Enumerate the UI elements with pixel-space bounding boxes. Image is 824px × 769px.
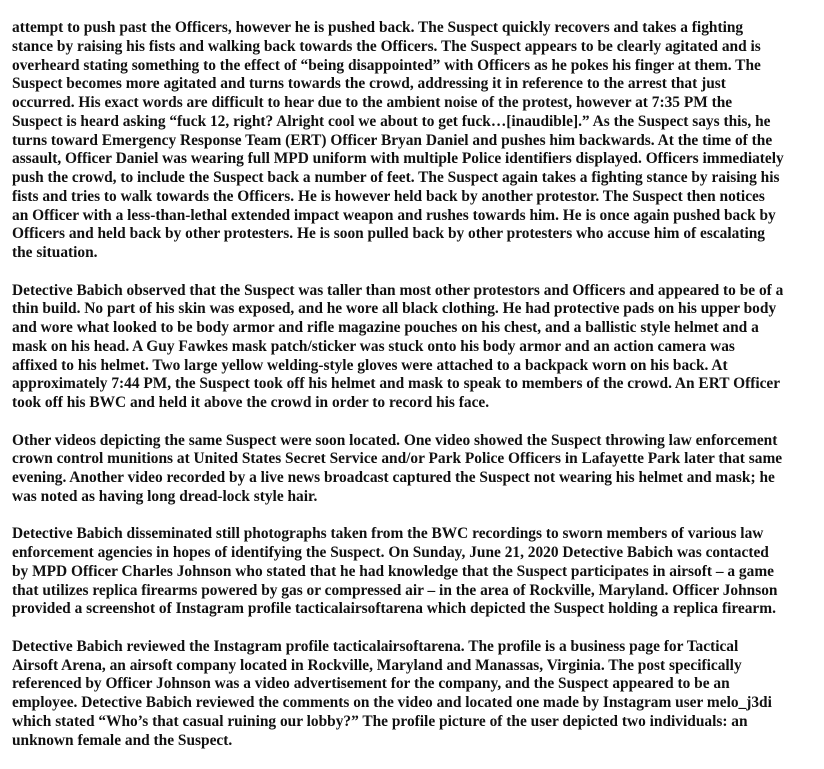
paragraph-other-videos [12,432,824,507]
text-line: stance by raising his fists and walking back towards the Officers. The Suspect appears to be clearly agitated and is [12,37,761,55]
text-line: evening. Another video recorded by a live news broadcast captured the Suspect not wearing his helmet and mask; he [12,469,775,486]
text-line: push the crowd, to include the Suspect back a number of feet. The Suspect again takes a fighting stance by raising his [12,169,780,186]
text-line: Suspect becomes more agitated and turns towards the crowd, addressing it in reference to the arrest that just [12,75,726,93]
text-line: by MPD Officer Charles Johnson who stated that he had knowledge that the Suspect participates in airsoft – a game [12,562,774,580]
text-line: and wore what looked to be body armor and rifle magazine pouches on his chest, and a ballistic style helmet and a [12,319,759,336]
paragraph-photo-dissemination [12,525,824,619]
text-line: Suspect is heard asking “fuck 12, right? Alright cool we about to get fuck…[inaudible].” As the Suspect says this, he [12,112,771,130]
document-page [12,19,824,769]
text-line: the situation. [12,244,98,261]
text-line: mask on his head. A Guy Fawkes mask patch/sticker was stuck onto his body armor and an action camera was [12,337,735,355]
text-line: attempt to push past the Officers, however he is pushed back. The Suspect quickly recovers and takes a fighting [12,19,744,36]
text-line: thin build. No part of his skin was exposed, and he wore all black clothing. He had protective pads on his upper body [12,300,777,318]
text-line: that utilizes replica firearms powered by gas or compressed air – in the area of Rockville, Maryland. Officer Johnson [12,581,778,599]
text-line: affixed to his helmet. Two large yellow welding-style gloves were attached to a backpack worn on his back. At [12,356,728,374]
text-line: enforcement agencies in hopes of identifying the Suspect. On Sunday, June 21, 2020 Detective Babich was contacted [12,544,769,561]
text-line: Detective Babich reviewed the Instagram profile tacticalairsoftarena. The profile is a business page for Tactical [12,637,739,655]
text-line: overheard stating something to the effect of “being disappointed” with Officers as he pokes his finger at them. The [12,56,761,74]
text-line: occurred. His exact words are difficult to hear due to the ambient noise of the protest, however at 7:35 PM the [12,94,733,111]
text-line: referenced by Officer Johnson was a video advertisement for the company, and the Suspect appeared to be an [12,675,730,693]
text-line: fists and tries to walk towards the Officers. He is however held back by another protestor. The Suspect then notices [12,187,765,205]
text-line: Detective Babich observed that the Suspect was taller than most other protestors and Officers and appeared to be of a [12,281,784,299]
text-line: approximately 7:44 PM, the Suspect took off his helmet and mask to speak to members of the crowd. An ERT Officer [12,375,781,393]
text-line: crown control munitions at United States Secret Service and/or Park Police Officers in Lafayette Park later that same [12,450,783,468]
paragraph-instagram-review [12,638,824,751]
text-line: which stated “Who’s that casual ruining our lobby?” The profile picture of the user depicted two individuals: an [12,712,748,730]
text-line: turns toward Emergency Response Team (ERT) Officer Bryan Daniel and pushes him backwards. At the time of the [12,131,773,149]
paragraph-suspect-assault [12,19,824,263]
text-line: Detective Babich disseminated still photographs taken from the BWC recordings to sworn members of various law [12,525,764,543]
text-line: Officers and held back by other protesters. He is soon pulled back by other protesters who accuse him of escalating [12,225,765,243]
text-line: took off his BWC and held it above the crowd in order to record his face. [12,394,490,411]
text-line: unknown female and the Suspect. [12,731,233,749]
text-line: Other videos depicting the same Suspect were soon located. One video showed the Suspect throwing law enforcement [12,431,778,449]
text-line: Airsoft Arena, an airsoft company located in Rockville, Maryland and Manassas, Virginia. The post specifically [12,656,742,674]
text-line: assault, Officer Daniel was wearing full MPD uniform with multiple Police identifiers displayed. Officers immediately [12,150,784,168]
text-line: was noted as having long dread-lock style hair. [12,487,318,505]
text-line: employee. Detective Babich reviewed the comments on the video and located one made by Instagram user melo_j3di [12,694,772,711]
paragraph-suspect-description [12,282,824,413]
text-line: an Officer with a less-than-lethal extended impact weapon and rushes towards him. He is once again pushed back by [12,206,776,224]
text-line: provided a screenshot of Instagram profile tacticalairsoftarena which depicted the Suspect holding a replica firearm. [12,600,776,618]
